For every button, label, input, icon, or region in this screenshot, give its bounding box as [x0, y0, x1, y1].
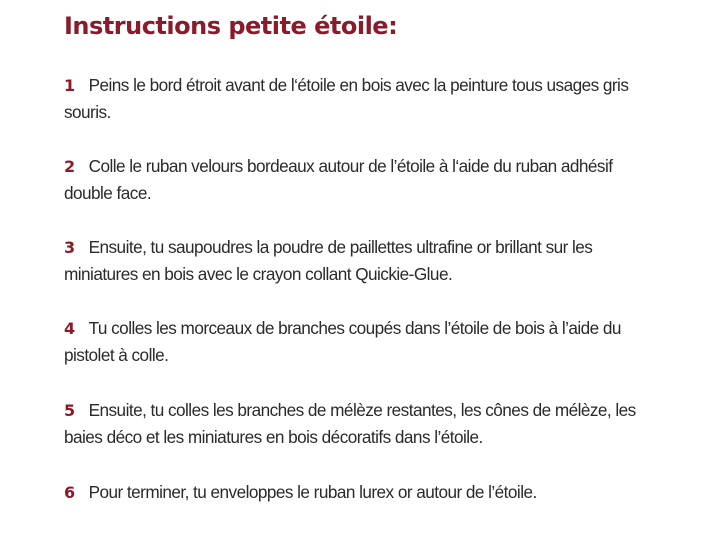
step-text: Colle le ruban velours bordeaux autour de l’étoile à l‘aide du ruban adhésif double face.: [64, 156, 613, 203]
step-number: 1: [64, 76, 75, 95]
step-number: 3: [64, 238, 75, 257]
step-text: Ensuite, tu colles les branches de mélèze restantes, les cônes de mélèze, les baies déco et les miniatures en bois décoratifs dans l’étoile.: [64, 400, 636, 447]
step-4: [64, 315, 654, 369]
step-text: Pour terminer, tu enveloppes le ruban lurex or autour de l’étoile.: [88, 482, 537, 502]
step-number: 6: [64, 483, 75, 502]
step-number: 2: [64, 157, 75, 176]
step-3: [64, 234, 654, 288]
step-number: 4: [64, 319, 75, 338]
step-text: Ensuite, tu saupoudres la poudre de paillettes ultrafine or brillant sur les miniatures en bois avec le crayon collant Quickie-Glue.: [64, 237, 593, 284]
step-6: [64, 479, 654, 506]
page-title: Instructions petite étoile:: [64, 12, 398, 40]
step-text: Tu colles les morceaux de branches coupés dans l’étoile de bois à l’aide du pistolet à colle.: [64, 318, 621, 365]
step-1: [64, 72, 654, 126]
step-text: Peins le bord étroit avant de l‘étoile en bois avec la peinture tous usages gris souris.: [64, 75, 629, 122]
step-number: 5: [64, 401, 75, 420]
step-5: [64, 397, 654, 451]
step-2: [64, 153, 654, 207]
